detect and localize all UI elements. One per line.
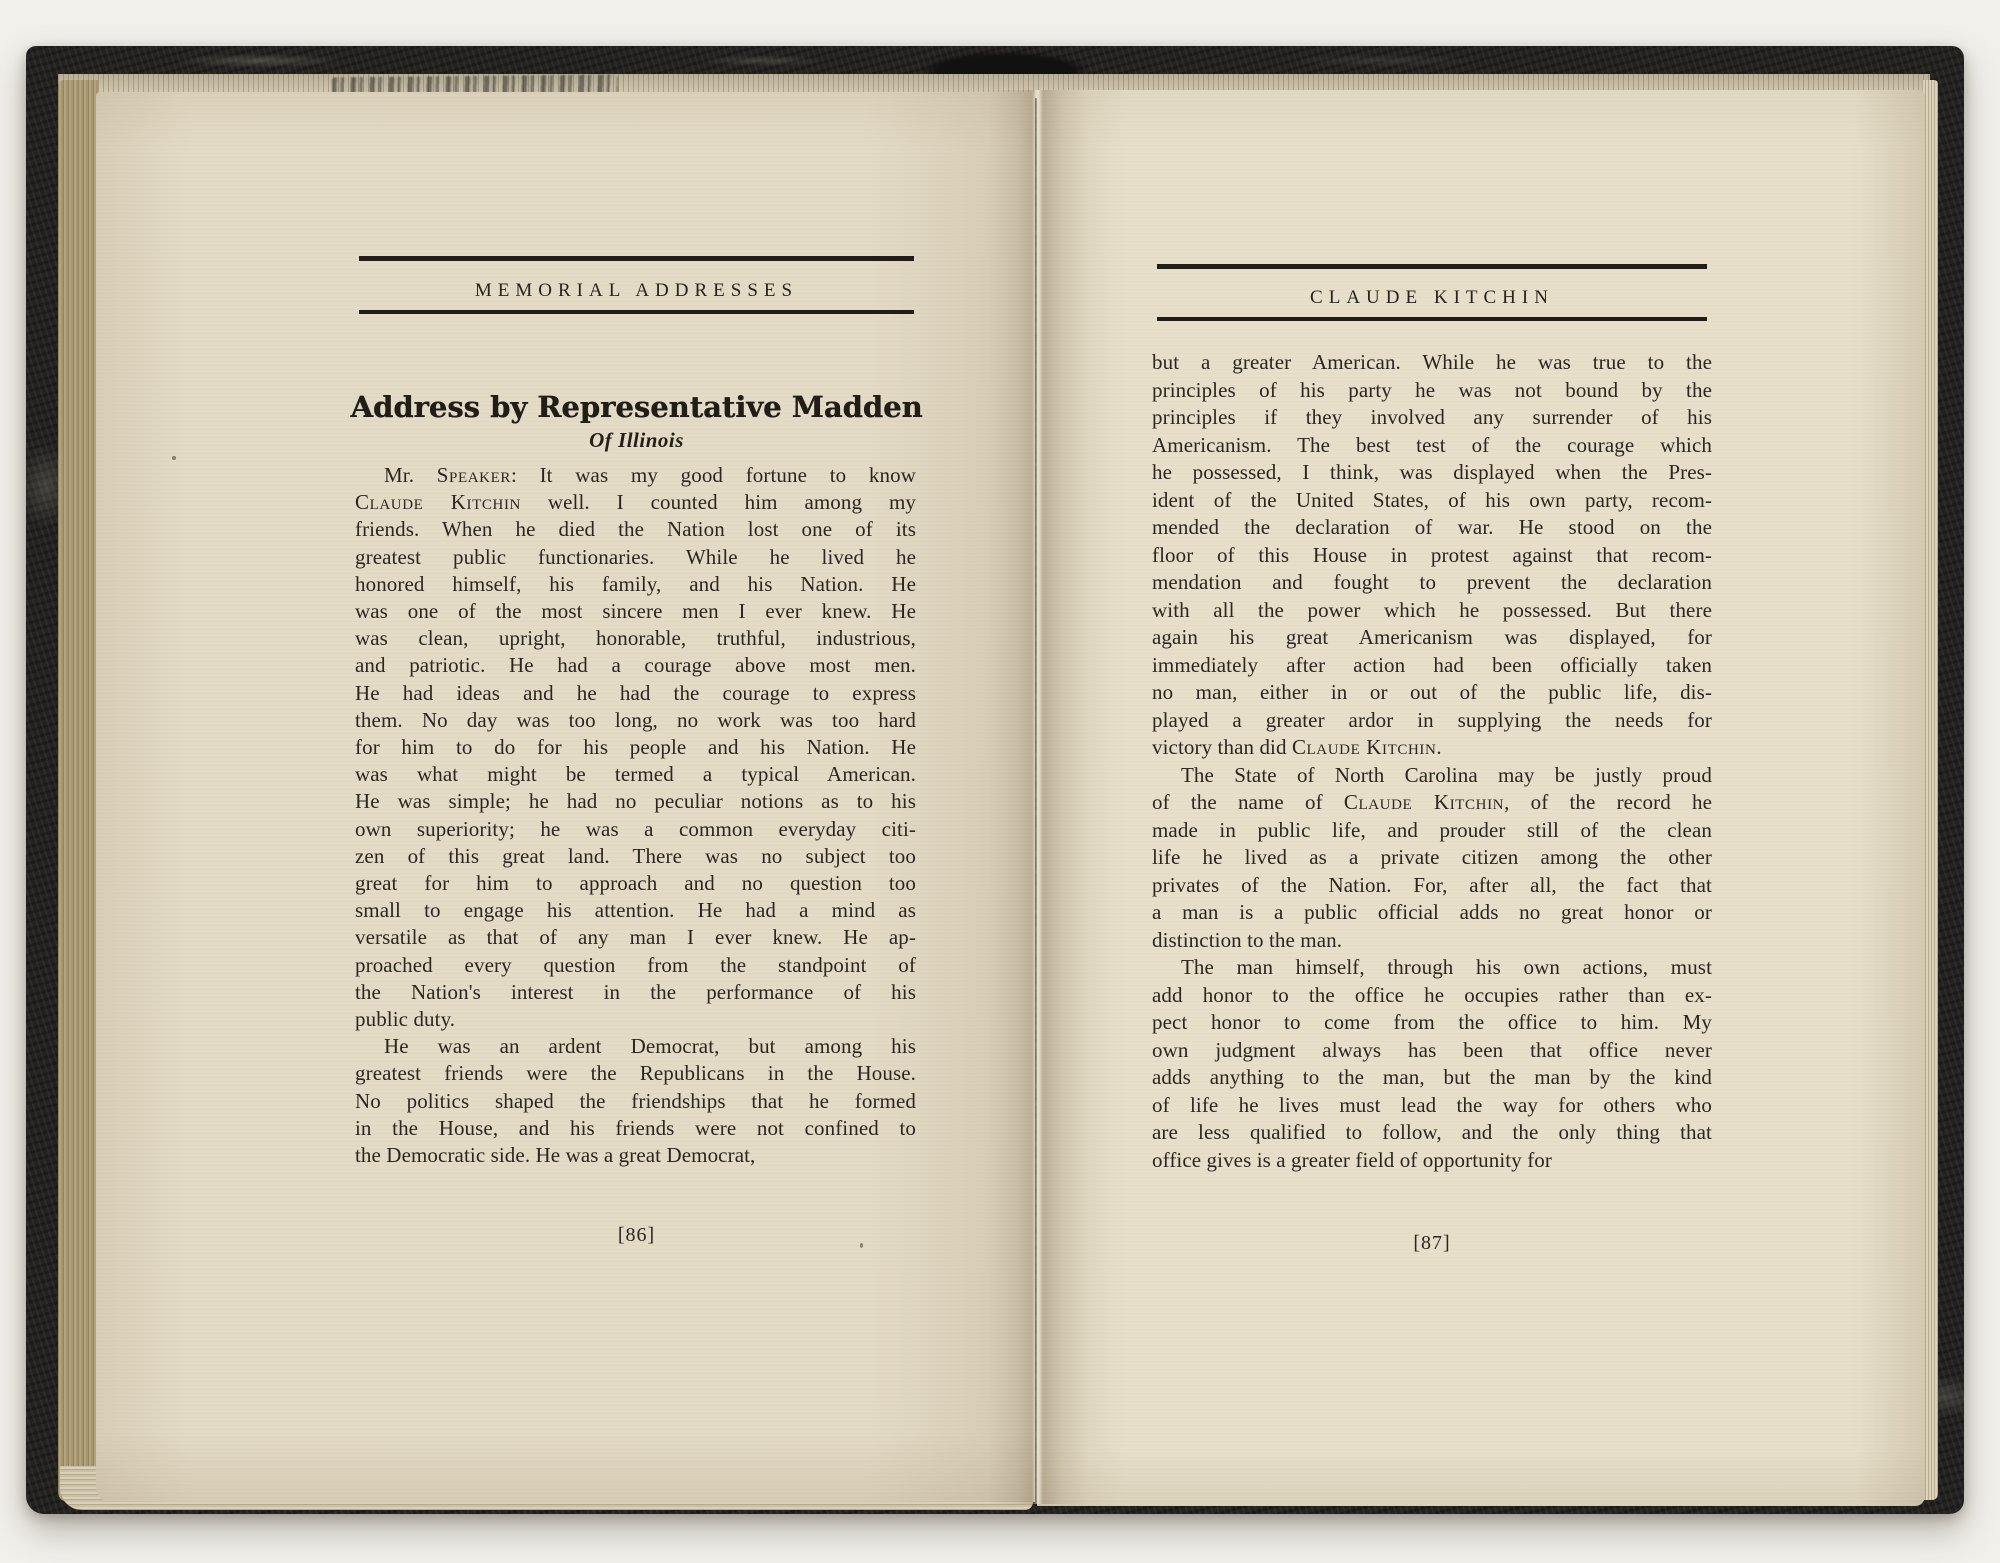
left-header-rule-bottom [359, 310, 914, 314]
paragraph [1152, 349, 1712, 762]
text-line: honored himself, his family, and his Nation. He [355, 571, 916, 596]
text-line: friends. When he died the Nation lost one of its [355, 517, 916, 542]
text-line: of the name of Claude Kitchin, of the record he [1152, 790, 1712, 814]
text-line: and patriotic. He had a courage above most men. [355, 653, 916, 678]
text-line: mendation and fought to prevent the declaration [1152, 570, 1712, 594]
text-line: versatile as that of any man I ever knew. He ap- [355, 925, 916, 950]
text-line: add honor to the office he occupies rather than ex- [1152, 982, 1712, 1007]
text-line: distinction to the man. [1152, 927, 1343, 952]
left-running-header: MEMORIAL ADDRESSES [474, 280, 799, 301]
text-line: privates of the Nation. For, after all, the fact that [1152, 872, 1712, 897]
text-line: immediately after action had been officially taken [1152, 652, 1712, 677]
right-header-rule-bottom [1157, 317, 1707, 321]
paragraph [1152, 954, 1712, 1174]
text-line: proached every question from the standpoint of [355, 952, 916, 977]
text-line: office gives is a greater field of opportunity for [1152, 1147, 1552, 1172]
text-line: mended the declaration of war. He stood on the [1152, 515, 1712, 539]
text-line: principles of his party he was not bound by the [1152, 377, 1712, 402]
text-line: small to engage his attention. He had a mind as [355, 898, 916, 923]
text-line: with all the power which he possessed. But there [1152, 597, 1712, 622]
text-line: are less qualified to follow, and the only thing that [1152, 1120, 1712, 1144]
book-gutter [988, 90, 1088, 1504]
left-page-number: [86] [617, 1224, 656, 1246]
text-line: Americanism. The best test of the courage which [1152, 432, 1712, 457]
paragraph [355, 462, 916, 1033]
text-line: own superiority; he was a common everyday citi- [355, 816, 916, 841]
dust-speck [172, 456, 176, 460]
right-running-header: CLAUDE KITCHIN [1310, 287, 1554, 308]
text-line: public duty. [355, 1007, 456, 1032]
right-header-rule-top [1157, 264, 1707, 269]
text-line: great for him to approach and no question too [355, 871, 916, 896]
text-line: He was an ardent Democrat, but among his [384, 1034, 916, 1059]
text-line: no man, either in or out of the public life, dis- [1152, 680, 1712, 704]
text-line: he possessed, I think, was displayed when the Pres- [1152, 460, 1712, 484]
paragraph [355, 1033, 916, 1169]
text-line: greatest friends were the Republicans in the House. [355, 1061, 916, 1086]
right-page-number: [87] [1413, 1232, 1451, 1254]
text-line: in the House, and his friends were not confined to [355, 1115, 916, 1140]
left-page-body [355, 462, 916, 1169]
page-edges-left [58, 80, 98, 1502]
text-line: a man is a public official adds no great honor or [1152, 900, 1712, 924]
text-line: life he lived as a private citizen among the other [1152, 845, 1712, 869]
text-line: own judgment always has been that office never [1152, 1037, 1712, 1062]
text-line: of life he lives must lead the way for others who [1152, 1092, 1712, 1117]
text-line: for him to do for his people and his Nation. He [355, 735, 916, 760]
text-line: them. No day was too long, no work was too hard [355, 707, 916, 732]
text-line: pect honor to come from the office to him. My [1152, 1010, 1712, 1034]
text-line: ident of the United States, of his own party, recom- [1152, 487, 1712, 512]
text-line: He had ideas and he had the courage to express [355, 680, 916, 705]
text-line: Mr. Speaker: It was my good fortune to know [384, 463, 916, 487]
text-line: the Democratic side. He was a great Democrat, [355, 1143, 756, 1168]
text-line: the Nation's interest in the performance of his [355, 979, 916, 1004]
text-line: floor of this House in protest against that recom- [1152, 542, 1712, 567]
text-line: victory than did Claude Kitchin. [1152, 735, 1442, 759]
text-line: The State of North Carolina may be justly proud [1181, 762, 1712, 787]
text-line: was clean, upright, honorable, truthful, industrious, [355, 626, 916, 651]
text-line: adds anything to the man, but the man by the kind [1152, 1065, 1712, 1089]
text-line: greatest public functionaries. While he lived he [355, 544, 916, 569]
text-line: No politics shaped the friendships that he formed [355, 1088, 916, 1113]
left-header-rule-top [359, 256, 914, 261]
text-line: zen of this great land. There was no subject too [355, 843, 916, 868]
text-line: but a greater American. While he was true to the [1152, 350, 1712, 374]
text-line: principles if they involved any surrender of his [1152, 405, 1712, 429]
text-line: was one of the most sincere men I ever knew. He [355, 599, 916, 624]
address-heading: Address by Representative Madden [350, 390, 923, 424]
text-line: was what might be termed a typical American. [355, 762, 916, 787]
text-line: made in public life, and prouder still of the clean [1152, 817, 1712, 842]
address-subheading: Of Illinois [589, 428, 684, 452]
text-line: He was simple; he had no peculiar notions as to his [355, 789, 916, 814]
right-page-body [1152, 349, 1712, 1174]
text-line: again his great Americanism was displayed, for [1152, 625, 1712, 649]
paragraph [1152, 762, 1712, 955]
text-line: played a greater ardor in supplying the needs for [1152, 707, 1712, 732]
text-line: Claude Kitchin well. I counted him among my [355, 490, 916, 515]
text-line: The man himself, through his own actions, must [1181, 955, 1712, 979]
